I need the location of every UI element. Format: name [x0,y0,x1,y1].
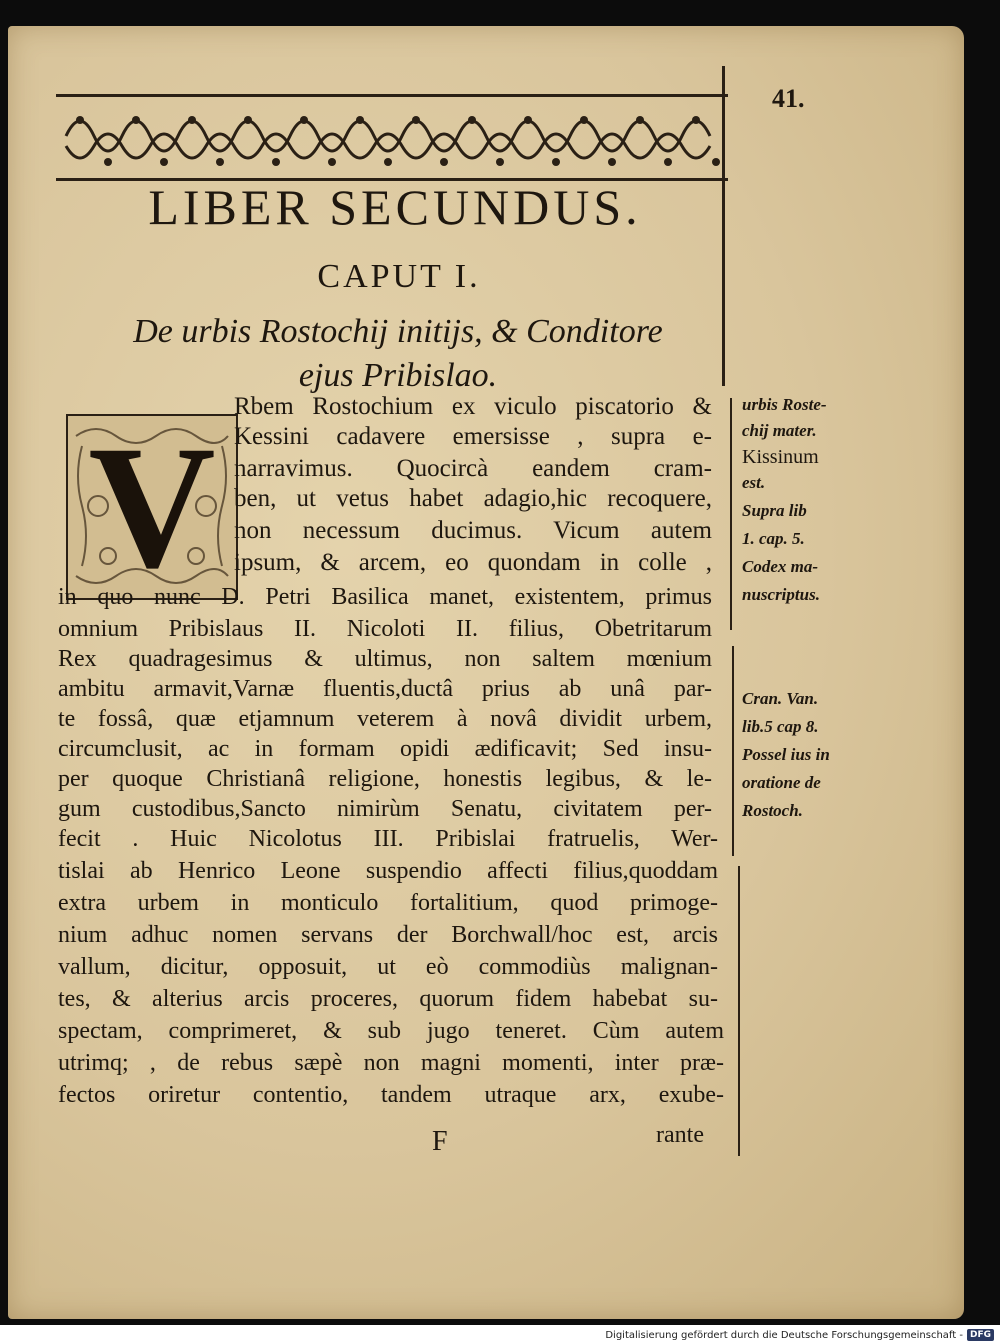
chapter-subtitle-line: De urbis Rostochij initijs, & Conditore [133,313,663,350]
marginal-note-line: Rostoch. [742,801,803,820]
vertical-rule-right-margin-1 [730,398,732,630]
body-line: Kessini cadavere emersisse , supra e- [234,423,712,450]
catchword: rante [656,1122,704,1148]
body-line: per quoque Christianâ religione, honestis legibus, & le- [58,766,712,792]
body-line: tislai ab Henrico Leone suspendio affecti filius,quoddam [58,858,718,884]
marginal-note-line: est. [742,473,766,492]
marginal-note-line: Cran. Van. [742,689,819,708]
body-line: extra urbem in monticulo fortalitium, quod primoge- [58,890,718,916]
body-line: nium adhuc nomen servans der Borchwall/hoc est, arcis [58,922,718,948]
ornamental-header-band [56,90,728,188]
body-line: circumclusit, ac in formam opidi ædificavit; Sed insu- [58,736,712,762]
body-line: narravimus. Quocircà eandem cram- [234,455,712,482]
marginal-note-line: Kissinum [742,446,819,468]
marginal-note-line: nuscriptus. [742,585,820,604]
body-line: in quo nunc D. Petri Basilica manet, existentem, primus [58,584,712,610]
body-line: omnium Pribislaus II. Nicoloti II. filius, Obetritarum [58,616,712,642]
body-line: gum custodibus,Sancto nimirùm Senatu, civitatem per- [58,796,712,822]
body-line: Rbem Rostochium ex viculo piscatorio & [234,393,712,420]
vertical-rule-right-margin-2 [732,646,734,856]
book-page [8,26,964,1319]
marginal-note-line: urbis Roste- [742,395,827,414]
chapter-heading: CAPUT I. [317,258,481,295]
body-line: fecit . Huic Nicolotus III. Pribislai fratruelis, Wer- [58,826,718,852]
marginal-note-line: Supra lib [742,501,807,520]
marginal-note-line: 1. cap. 5. [742,529,805,548]
body-line: utrimq; , de rebus sæpè non magni momenti, inter præ- [58,1050,724,1076]
body-line: te fossâ, quæ etjamnum veterem à novâ dividit urbem, [58,706,712,732]
body-line: ben, ut vetus habet adagio,hic recoquere, [234,485,712,512]
marginal-note-line: Possel ius in [742,745,830,764]
decorated-initial [66,410,238,605]
marginal-note-line: Codex ma- [742,557,819,576]
body-line: ambitu armavit,Varnæ fluentis,ductâ prius ab unâ par- [58,676,712,702]
page-number: 41. [772,84,805,113]
body-line: spectam, comprimeret, & sub jugo teneret. Cùm autem [58,1018,724,1044]
chapter-subtitle-line: ejus Pribislao. [298,357,498,394]
body-line: ipsum, & arcem, eo quondam in colle , [234,549,712,576]
body-line: fectos oriretur contentio, tandem utraque arx, exube- [58,1082,724,1108]
marginal-note-line: lib.5 cap 8. [742,717,819,736]
book-title: LIBER SECUNDUS. [148,179,642,235]
vertical-rule-right-top [722,66,725,386]
body-line: tes, & alterius arcis proceres, quorum fidem habebat su- [58,986,718,1012]
body-line: non necessum ducimus. Vicum autem [234,517,712,544]
marginal-note-line: chij mater. [742,421,817,440]
body-line: Rex quadragesimus & ultimus, non saltem mœnium [58,646,712,672]
chapter-subtitle [88,310,708,398]
dfg-logo: DFG [967,1329,994,1341]
signature-mark: F [432,1126,448,1157]
vertical-rule-right-lower [738,866,740,1156]
footer-credit-text: Digitalisierung gefördert durch die Deutsche Forschungsgemeinschaft - [605,1329,963,1341]
marginal-note-line: oratione de [742,773,821,792]
body-line: vallum, dicitur, opposuit, ut eò commodiùs malignan- [58,954,718,980]
initial-letter: V [88,410,216,605]
dfg-footer [605,1329,994,1341]
